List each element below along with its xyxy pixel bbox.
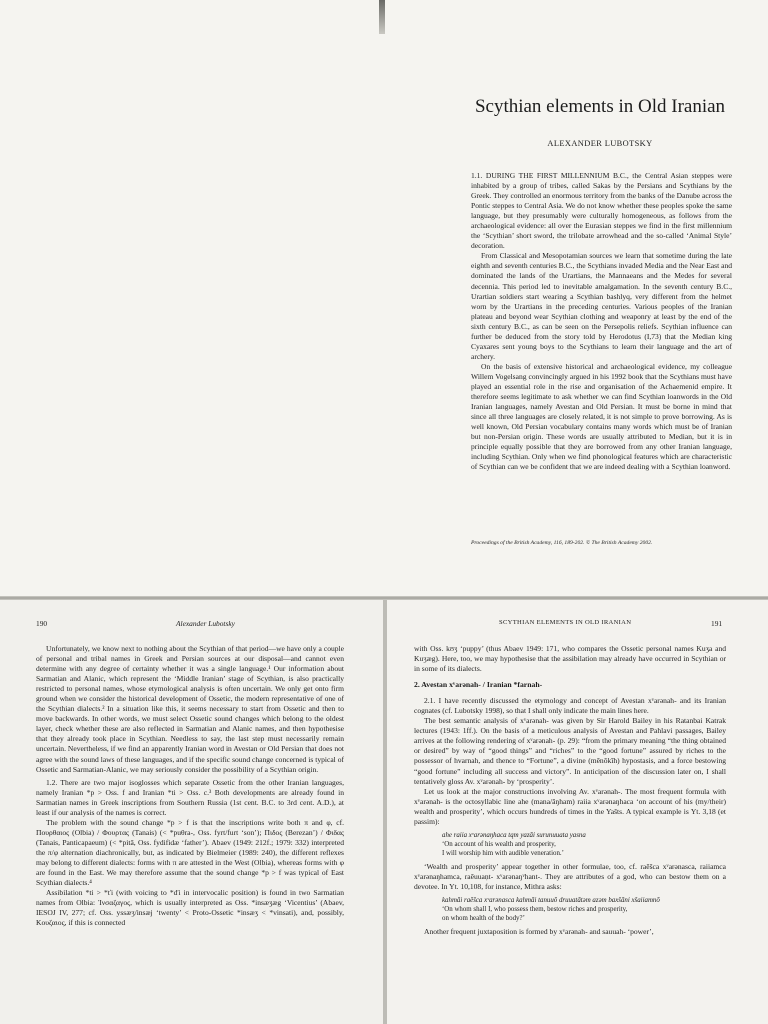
page-number-left: 190 bbox=[36, 619, 48, 628]
paragraph-1-1: 1.1. DURING THE FIRST MILLENNIUM B.C., the Central Asian steppes were inhabited by a group of tribes, called Sakas by the Persians and Scythians by the Greek. They controlled an enormous territory from the banks of the Danube across the Pontic steppes to Central Asia. We do not know whether these peoples spoke the same language, but they presumably were culturally homogeneous, as follows from the archaeological evidence: all over the Eurasian steppes we find in the first millennium the ‘Scythian’ short sword, the trilobate arrowhead and the so-called ‘Animal Style’ decoration. bbox=[471, 171, 732, 251]
paragraph-right-3: The best semantic analysis of xᵛarənah- was given by Sir Harold Bailey in his Ratanbai Katrak lectures (1943: 1ff.). On the basis of a meticulous analysis of Avestan and Pahlavi passages, Bailey arrives at the following rendering of xᵛarənah- (p. 29): “from the primary meaning “the thing obtained or desired” by way of “good things” and “riches” to the “good fortune” assured by riches to the possessor of hvarnah, and thence to “Fortune”, a divine (mēnōkīh) hypostasis, and a force bestowing “good fortune” including all success and victory”. In anticipation of the discussion later on, I shall tentatively gloss Av. xᵛarənah- by ‘prosperity’. bbox=[414, 716, 726, 786]
running-head-right: SCYTHIAN ELEMENTS IN OLD IRANIAN bbox=[499, 619, 632, 626]
page-number-right: 191 bbox=[711, 619, 723, 628]
paragraph-left-1: Unfortunately, we know next to nothing about the Scythian of that period—we have only a couple of personal and tribal names in Greek and Persian sources at our disposal—and cannot even determine with any degree of certainty whether it was a single language.¹ Our information about Sarmatian and Alanic, which represent the ‘Middle Iranian’ stage of Scythian, is also practically restricted to personal names, whose etymological analysis is often uncertain. We only get onto firm ground when we consider the historical development of Ossetic, the modern representative of one of the Scythian dialects.² In a situation like this, it seems necessary to start from Ossetic and then to move backwards. In other words, we must select Ossetic sound changes which belong to the oldest layer, check whether these are also reflected in Sarmatian and Alanic names, and then hypothesise that they already took place in Scythian. Needless to say, the last step must necessarily remain uncertain. Nevertheless, if we find an apparently Iranian word in Avestan or Old Persian that does not agree with the sound laws of these languages, and if the specific sound change concerned is typical of Ossetic and Sarmatian-Alanic, we may seriously consider the possibility of a Scythian origin. bbox=[36, 644, 344, 774]
quote-translation-line-2: on whom health of the body?’ bbox=[442, 914, 525, 922]
paragraph-right-1: with Oss. kʊʒ ‘puppy’ (thus Abaev 1949: 171, who compares the Ossetic personal names Kuʒa and Kuʒæg). Here, too, we may hypothesise that the assibilation may already have occurred in Scythian or in some of its dialects. bbox=[414, 644, 726, 674]
publication-credit: Proceedings of the British Academy, 116, 189-202. © The British Academy 2002. bbox=[471, 540, 653, 546]
quote-avestan-line: kahmāi raēšca xᵛarənasca kahmāi tanuuō druuatātəm azəm baxšāni xšaiiamnō bbox=[442, 896, 660, 904]
quote-translation-line-1: ‘On account of his wealth and prosperity, bbox=[442, 840, 556, 848]
paragraph-right-6: Another frequent juxtaposition is formed by xᵛarənah- and sauuah- ‘power’, bbox=[424, 926, 654, 936]
quote-translation-line-2: I will worship him with audible veneration.’ bbox=[442, 849, 564, 857]
paragraph-right-2: 2.1. I have recently discussed the etymology and concept of Avestan xᵛarənah- and its Iranian cognates (cf. Lubotsky 1998), so that I shall only indicate the main lines here. bbox=[414, 696, 726, 716]
running-head-left: Alexander Lubotsky bbox=[176, 619, 235, 628]
top-page-body bbox=[471, 171, 732, 472]
paragraph-1-2: From Classical and Mesopotamian sources we learn that sometime during the late eighth and seventh centuries B.C., the Scythians invaded Media and the Near East and dominated the lands of the Urartians, the Mannaeans and the Medes for several decennia. This period led to inevitable amalgamation. In the seventh century B.C., Urartian soldiers start wearing a Scythian bashlyq, very different from the helmet worn by the Urartians in the preceding centuries. Various peoples of the Iranian plateau and beyond wear Scythian clothing and weaponry at least by the end of the sixth century B.C., as can be seen on the Persepolis reliefs. Scythian influence can further be deduced from the story told by Herodotus (I,73) that the Median king Cyaxares sent young boys to the Scythians to learn their language and the art of archery. bbox=[471, 251, 732, 361]
left-page-body bbox=[36, 644, 344, 928]
right-page bbox=[387, 600, 768, 1024]
left-page bbox=[0, 600, 383, 1024]
paragraph-left-4: Assibilation *ti > *ťi (with voicing to *ďi in intervocalic position) is found in two Sarmatian names from Olbia: Ἰνσαζαγος, which is usually interpreted as Oss. *insæʒæg ‘Vicentius’ (Abaev, IESOJ IV, 277; cf. Oss. yssæʒ/insæj ‘twenty’ < Proto-Ossetic *insæʒ < *vinsati), and, possibly, Κουζαιος, if this is connected bbox=[36, 888, 344, 928]
paragraph-left-3: The problem with the sound change *p > f is that the inscriptions write both π and φ, cf. Πουρθαιος (Olbia) / Φουρτας (Tanais) (< *puθra-, Oss. fyrt/furt ‘son’); Πιδος (Berezan’) / Φιδας (Tanais, Panticapaeum) (< *pitā, Oss. fydifidæ ‘father’). Abaev (1949: 212f.; 1979: 332) interpreted the π/φ alternation diachronically, but, as indicated by Bielmeier (1989: 240), the different reflexes may belong to different dialects: forms with π are attested in the West (Olbia), whereas forms with φ are found in the East. We may therefore assume that the sound change *p > f was typical of East Scythian dialects.⁴ bbox=[36, 817, 344, 888]
binding-fold bbox=[379, 0, 385, 34]
quote-avestan-line: ahe raiia xᵛarənaŋhaca tąm yazāi surunuuata yasna bbox=[442, 831, 586, 839]
quotation-block-2 bbox=[442, 896, 726, 923]
article-author: ALEXANDER LUBOTSKY bbox=[547, 139, 653, 148]
paragraph-right-5: ‘Wealth and prosperity’ appear together in other formulae, too, cf. raēšca xᵛarənasca, raiiamca xᵛarənaŋhamca, raēuuaṇt- xᵛarənaŋᵛhant-. They are attributes of a god, who can bestow them on a devotee. In Yt. 10,108, for instance, Mithra asks: bbox=[414, 861, 726, 891]
paragraph-right-4: Let us look at the major constructions involving Av. xᵛarənah-. The most frequent formula with xᵛarənah- is the octosyllabic line ahe (mana/āŋham) raiia xᵛarənaŋhaca ‘on account of his (my/their) wealth and prosperity’, which occurs hundreds of times in the Yašts. A typical example is Yt. 3,18 (et passim): bbox=[414, 786, 726, 826]
paragraph-left-2: 1.2. There are two major isoglosses which separate Ossetic from the other Iranian languages, namely Iranian *p > Oss. f and Iranian *ti > Oss. c.³ Both developments are already found in Sarmatian names in Greek inscriptions from Southern Russia (1st cent. B.C. to 3rd cent. A.D.), at least if our analysis of the names is correct. bbox=[36, 777, 344, 817]
quote-translation-line-1: ‘On whom shall I, who possess them, bestow riches and prosperity, bbox=[442, 905, 628, 913]
paragraph-1-3: On the basis of extensive historical and archaeological evidence, my colleague Willem Vogelsang convincingly argued in his 1992 book that the Scythians must have played an essential role in the rise and organisation of the Achaemenid empire. It therefore seems legitimate to ask whether we can find Scythian loanwords in the Old Iranian languages, namely Avestan and Old Persian. It must be borne in mind that since all three languages are closely related, it is not simple to prove borrowing. As is well known, Old Persian vocabulary contains many words which must be of Iranian but non-Persian origin. These words are usually attributed to Median, but it is in principle equally possible that they are borrowed from any other Iranian language, including Scythian. Only when we find phonological features which are characteristic of Scythian can we be confident that we are indeed dealing with a Scythian loanword. bbox=[471, 361, 732, 472]
quotation-block-1 bbox=[442, 831, 726, 858]
article-title: Scythian elements in Old Iranian bbox=[474, 96, 726, 117]
right-page-body bbox=[414, 644, 726, 937]
paragraph-lead: 1.1. DURING THE FIRST MILLENNIUM B.C., bbox=[471, 171, 629, 180]
section-heading: 2. Avestan xᵛarənah- / Iranian *farnah- bbox=[414, 680, 543, 690]
